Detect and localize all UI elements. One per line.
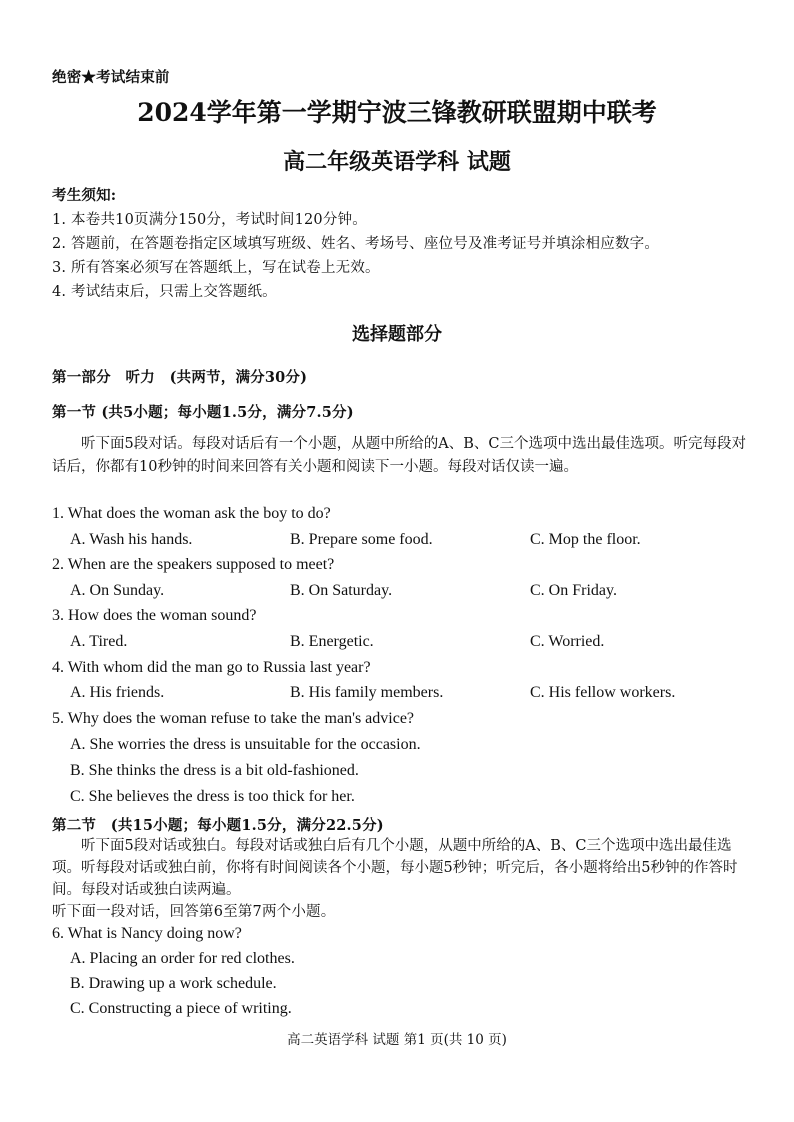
sec2-heading: 第二节 (共15小题；每小题1.5分，满分22.5分) bbox=[52, 817, 384, 834]
option-c: C. Worried. bbox=[530, 633, 605, 650]
section-title: 选择题部分 bbox=[352, 324, 442, 345]
notice-item: 4. 考试结束后，只需上交答题纸。 bbox=[52, 284, 277, 300]
option-a: A. His friends. bbox=[70, 684, 165, 701]
sec2-instructions: 听下面5段对话或独白。每段对话或独白后有几个小题，从题中所给的A、B、C三个选项中选出最佳选项。听每段对话或独白前，你将有时间阅读各个小题，每小题5秒钟；听完后，各小题将给出5秒钟的作答时间。每段对话或独白读两遍。 bbox=[52, 838, 738, 898]
page-footer: 高二英语学科 试题 第1 页(共 10 页) bbox=[287, 1032, 507, 1048]
notice-heading: 考生须知: bbox=[52, 187, 117, 204]
part1-heading: 第一部分 听力 (共两节，满分30分) bbox=[52, 369, 308, 386]
notice-item: 1. 本卷共10页满分150分，考试时间120分钟。 bbox=[52, 212, 367, 228]
sec1-instructions: 听下面5段对话。每段对话后有一个小题，从题中所给的A、B、C三个选项中选出最佳选项。听完每段对话后，你都有10秒钟的时间来回答有关小题和阅读下一小题。每段对话仅读一遍。 bbox=[52, 436, 746, 475]
option-b: B. She thinks the dress is a bit old-fashioned. bbox=[70, 762, 359, 779]
option-a: A. She worries the dress is unsuitable for the occasion. bbox=[70, 736, 421, 753]
option-b: B. On Saturday. bbox=[290, 582, 393, 599]
option-c: C. Mop the floor. bbox=[530, 531, 641, 548]
exam-subtitle: 高二年级英语学科 试题 bbox=[283, 149, 511, 175]
option-b: B. His family members. bbox=[290, 684, 444, 701]
question-stem: 5. Why does the woman refuse to take the man's advice? bbox=[52, 710, 415, 727]
option-c: C. His fellow workers. bbox=[530, 684, 676, 701]
option-a: A. Tired. bbox=[70, 633, 128, 650]
option-a: A. On Sunday. bbox=[70, 582, 165, 599]
exam-title: 2024学年第一学期宁波三锋教研联盟期中联考 bbox=[137, 98, 657, 127]
notice-item: 3. 所有答案必须写在答题纸上，写在试卷上无效。 bbox=[52, 260, 380, 276]
option-b: B. Prepare some food. bbox=[290, 531, 433, 548]
option-a: A. Placing an order for red clothes. bbox=[70, 950, 295, 967]
option-b: B. Energetic. bbox=[290, 633, 374, 650]
notice-item: 2. 答题前，在答题卷指定区域填写班级、姓名、考场号、座位号及准考证号并填涂相应数字。 bbox=[52, 236, 660, 252]
option-b: B. Drawing up a work schedule. bbox=[70, 975, 277, 992]
option-c: C. On Friday. bbox=[530, 582, 617, 599]
option-c: C. Constructing a piece of writing. bbox=[70, 1000, 292, 1017]
sec2-lead: 听下面一段对话，回答第6至第7两个小题。 bbox=[52, 904, 336, 920]
option-a: A. Wash his hands. bbox=[70, 531, 193, 548]
question-stem: 4. With whom did the man go to Russia last year? bbox=[52, 659, 371, 676]
question-stem: 2. When are the speakers supposed to meet? bbox=[52, 556, 335, 573]
question-stem: 3. How does the woman sound? bbox=[52, 607, 257, 624]
secret-label: 绝密★考试结束前 bbox=[52, 69, 170, 86]
sec1-heading: 第一节 (共5小题；每小题1.5分，满分7.5分) bbox=[52, 404, 354, 421]
option-c: C. She believes the dress is too thick for her. bbox=[70, 788, 355, 805]
question-stem: 1. What does the woman ask the boy to do? bbox=[52, 505, 331, 522]
question-stem: 6. What is Nancy doing now? bbox=[52, 925, 242, 942]
